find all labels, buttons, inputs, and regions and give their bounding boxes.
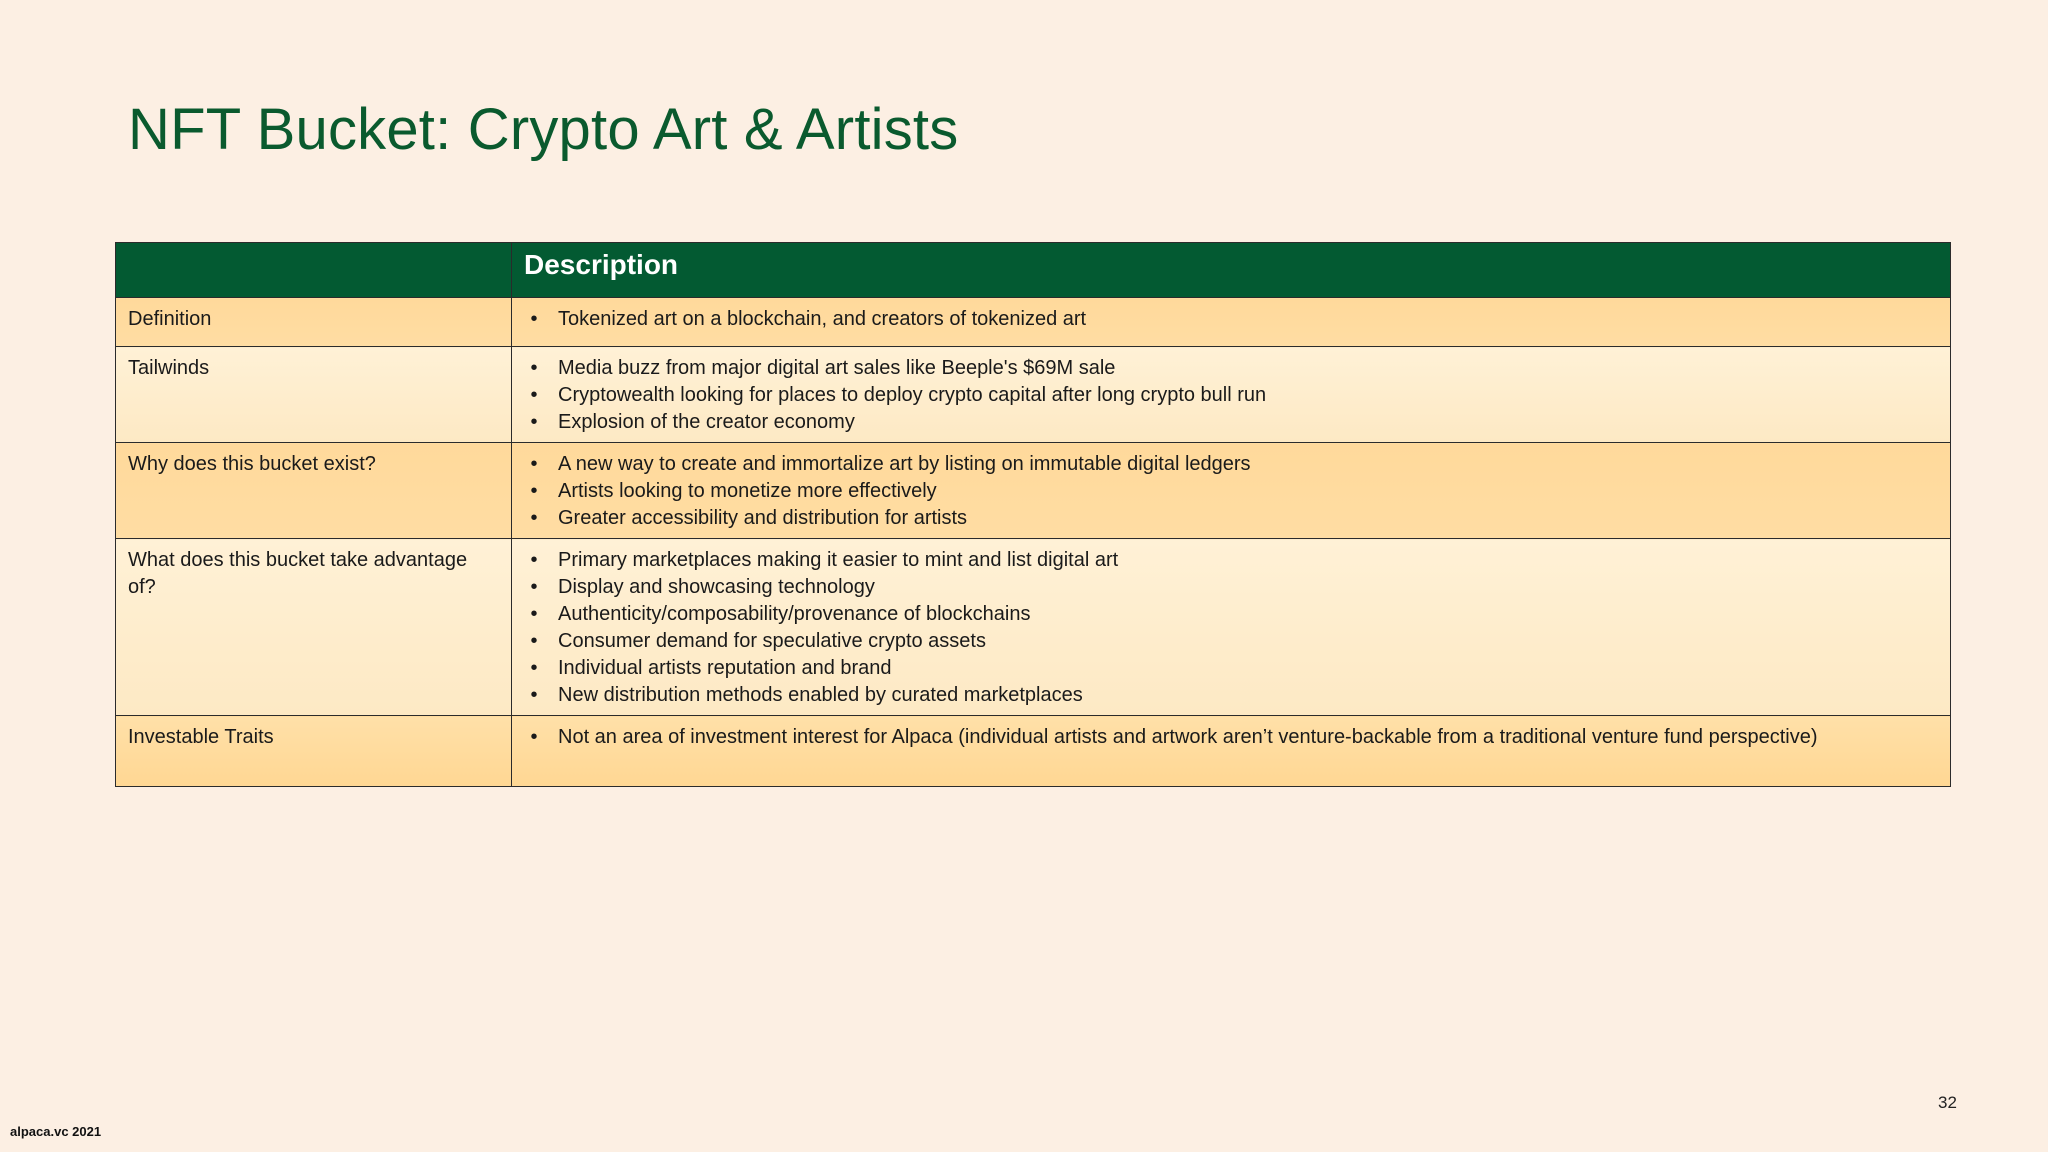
bullet-icon: •	[530, 480, 538, 502]
row-label: Why does this bucket exist?	[116, 443, 512, 539]
table-row-definition	[116, 298, 1951, 347]
row-description	[512, 443, 1951, 539]
table-row-advantage	[116, 539, 1951, 716]
bullet-item: • Not an area of investment interest for Alpaca (individual artists and artwork aren’t venture-backable from a traditional venture fund perspective)	[524, 724, 1938, 751]
footer-brand: alpaca.vc 2021	[10, 1124, 102, 1139]
bullet-icon: •	[530, 684, 538, 706]
row-label: Tailwinds	[116, 347, 512, 443]
table-row-why-exist	[116, 443, 1951, 539]
row-description	[512, 539, 1951, 716]
bullet-item: • Individual artists reputation and brand	[524, 655, 1938, 682]
bullet-item: • Authenticity/composability/provenance of blockchains	[524, 601, 1938, 628]
header-empty-cell	[116, 243, 512, 298]
bullet-item: • Explosion of the creator economy	[524, 409, 1938, 436]
bullet-item: • Cryptowealth looking for places to deploy crypto capital after long crypto bull run	[524, 382, 1938, 409]
row-label: Investable Traits	[116, 716, 512, 787]
bullet-list	[524, 355, 1938, 436]
bullet-item: • Media buzz from major digital art sales like Beeple's $69M sale	[524, 355, 1938, 382]
bullet-item: • A new way to create and immortalize art by listing on immutable digital ledgers	[524, 451, 1938, 478]
page-number: 32	[1938, 1093, 1957, 1112]
bucket-table	[115, 242, 1951, 787]
bullet-list	[524, 547, 1938, 709]
row-label: Definition	[116, 298, 512, 347]
bullet-icon: •	[530, 411, 538, 433]
bullet-item: • Artists looking to monetize more effectively	[524, 478, 1938, 505]
bullet-item: • Greater accessibility and distribution for artists	[524, 505, 1938, 532]
bullet-item: • Display and showcasing technology	[524, 574, 1938, 601]
bullet-icon: •	[530, 726, 538, 748]
slide-title: NFT Bucket: Crypto Art & Artists	[128, 97, 959, 162]
bullet-icon: •	[530, 507, 538, 529]
bullet-icon: •	[530, 657, 538, 679]
bullet-item: • Primary marketplaces making it easier to mint and list digital art	[524, 547, 1938, 574]
bullet-icon: •	[530, 603, 538, 625]
table-header-row	[116, 243, 1951, 298]
bullet-icon: •	[530, 630, 538, 652]
bullet-item: • New distribution methods enabled by curated marketplaces	[524, 682, 1938, 709]
bullet-item: • Tokenized art on a blockchain, and creators of tokenized art	[524, 306, 1938, 333]
bullet-icon: •	[530, 308, 538, 330]
header-description: Description	[512, 243, 1951, 298]
bullet-icon: •	[530, 549, 538, 571]
bullet-list	[524, 451, 1938, 532]
bullet-icon: •	[530, 576, 538, 598]
row-description	[512, 347, 1951, 443]
table-row-investable-traits	[116, 716, 1951, 787]
bullet-list	[524, 724, 1938, 751]
bullet-item: • Consumer demand for speculative crypto assets	[524, 628, 1938, 655]
bullet-icon: •	[530, 453, 538, 475]
bullet-icon: •	[530, 384, 538, 406]
row-label: What does this bucket take advantage of?	[116, 539, 512, 716]
bullet-list	[524, 306, 1938, 333]
table-row-tailwinds	[116, 347, 1951, 443]
bullet-icon: •	[530, 357, 538, 379]
row-description	[512, 298, 1951, 347]
row-description	[512, 716, 1951, 787]
